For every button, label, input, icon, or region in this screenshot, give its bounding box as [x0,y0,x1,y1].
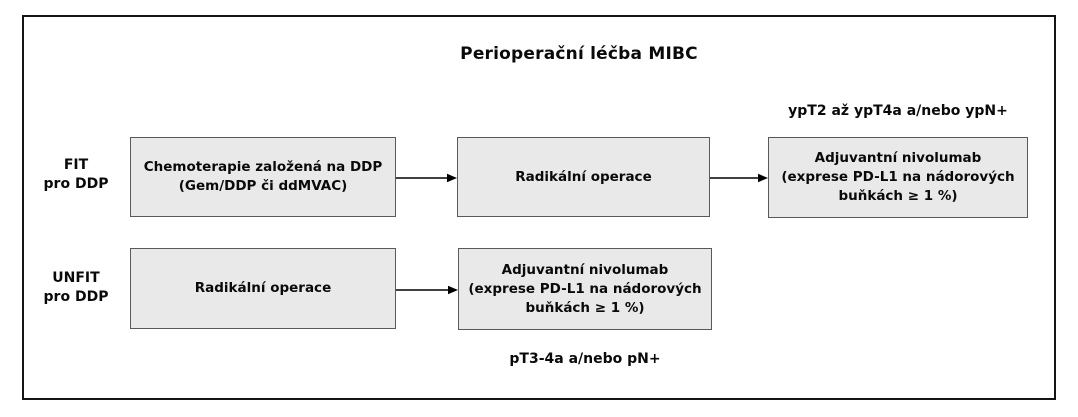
box-radical-surgery-unfit-line1: Radikální operace [194,280,332,296]
row-label-fit-line2: pro DDP [43,176,109,192]
row-label-fit [24,156,128,194]
annotation-ypt-stage: ypT2 až ypT4a a/nebo ypN+ [788,103,1008,119]
box-chemotherapy-ddp [130,137,396,217]
row-label-unfit [24,269,128,307]
box-chemotherapy-ddp-line2: (Gem/DDP či ddMVAC) [178,178,348,194]
box-adjuvant-nivolumab-fit [768,137,1028,218]
annotation-pt-stage: pT3-4a a/nebo pN+ [509,351,661,367]
box-adjuvant-nivolumab-fit-line3: buňkách ≥ 1 %) [838,188,958,204]
flow-arrow-fit-1 [396,172,457,184]
row-label-fit-line1: FIT [63,157,89,173]
row-label-unfit-line1: UNFIT [52,270,100,286]
flow-arrow-fit-2 [710,172,768,184]
flow-arrow-unfit-1 [396,284,458,296]
box-radical-surgery-unfit [130,248,396,329]
box-radical-surgery-fit [457,137,710,217]
box-adjuvant-nivolumab-fit-line2: (exprese PD-L1 na nádorových [781,169,1015,185]
box-adjuvant-nivolumab-unfit-line2: (exprese PD-L1 na nádorových [468,280,702,297]
box-adjuvant-nivolumab-unfit [458,248,712,330]
box-adjuvant-nivolumab-fit-line1: Adjuvantní nivolumab [814,150,982,166]
box-adjuvant-nivolumab-unfit-line1: Adjuvantní nivolumab [501,261,669,278]
box-adjuvant-nivolumab-unfit-line3: buňkách ≥ 1 %) [525,299,645,316]
box-radical-surgery-fit-line1: Radikální operace [515,168,652,185]
row-label-unfit-line2: pro DDP [43,289,109,305]
diagram-title: Perioperační léčba MIBC [460,44,698,64]
box-chemotherapy-ddp-line1: Chemoterapie založená na DDP [143,159,383,175]
